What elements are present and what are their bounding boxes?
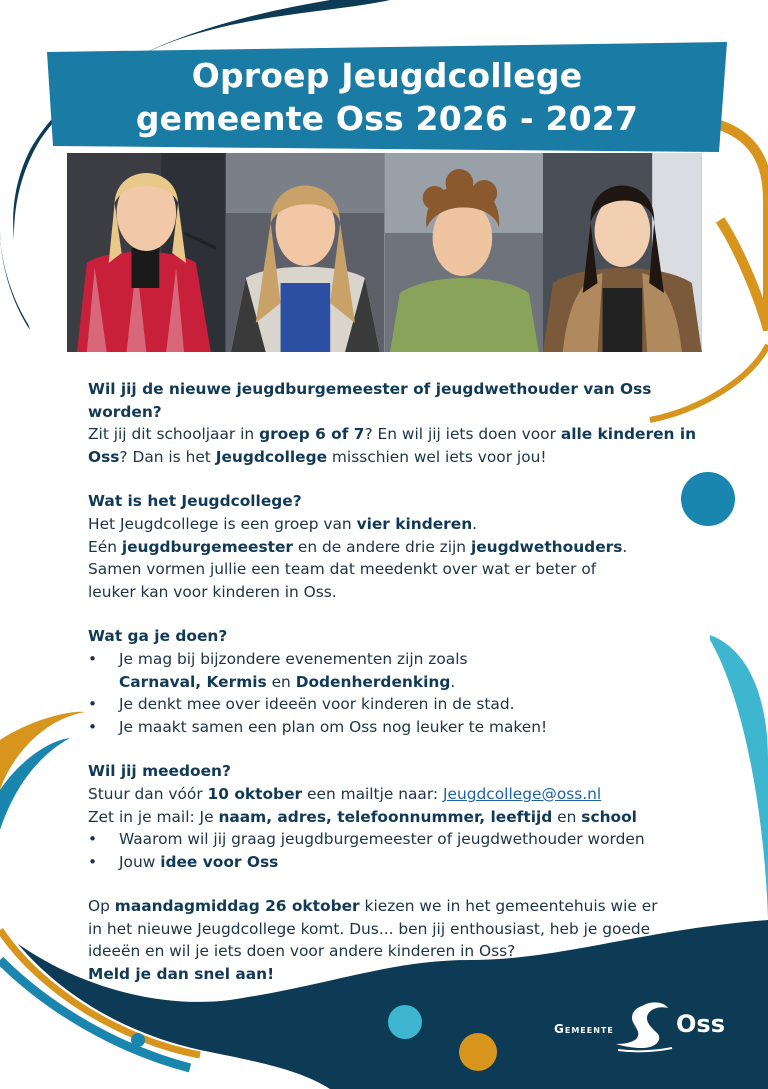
what-text: .: [622, 537, 628, 556]
logo-oss-text: Oss: [676, 1010, 725, 1038]
list-item: • Je denkt mee over ideeën voor kinderen in de stad.: [88, 693, 708, 716]
join-text: Stuur dan vóór: [88, 784, 208, 803]
join-bold: 10 oktober: [207, 784, 303, 803]
title-banner: [47, 42, 727, 152]
list-item: [88, 851, 708, 874]
join-text: een mailtje naar:: [302, 784, 443, 803]
right-teal-arc: [710, 635, 768, 920]
intro-text: Zit jij dit schooljaar in: [88, 425, 260, 444]
intro-text: misschien wel iets voor jou!: [327, 447, 547, 466]
join-item-bold: idee voor Oss: [160, 852, 279, 871]
photo-girl-red-jacket: [67, 153, 226, 352]
navy-dot-bottom: [131, 1033, 145, 1047]
join-bold: naam, adres, telefoonnummer, leeftijd: [218, 807, 553, 826]
join-text: en: [552, 807, 582, 826]
join-heading: Wil jij meedoen?: [88, 762, 231, 781]
photo-girl-fur-collar: [543, 153, 702, 352]
intro-bold: Jeugdcollege: [215, 447, 328, 466]
doing-item-text: Je mag bij bijzondere evenementen zijn zoals: [119, 649, 468, 668]
page-title: [47, 54, 727, 140]
what-text: Eén: [88, 537, 122, 556]
what-text: Samen vormen jullie een team dat meedenkt over wat er beter of leuker kan voor kinderen in Oss.: [88, 560, 597, 601]
title-line-1: Oproep Jeugdcollege: [191, 56, 583, 95]
intro-bold: alle kinderen in Oss: [88, 425, 697, 466]
logo-gemeente-text: Gemeente: [554, 1022, 614, 1036]
doing-item-bold: Carnaval, Kermis: [119, 672, 267, 691]
gemeente-oss-logo: [554, 1000, 734, 1055]
what-bold: jeugdburgemeester: [121, 537, 294, 556]
join-text: Zet in je mail: Je: [88, 807, 219, 826]
join-item-text: Jouw: [119, 852, 161, 871]
doing-list: [88, 648, 708, 738]
logo-swan-icon: [612, 1000, 676, 1055]
what-bold: jeugdwethouders: [470, 537, 623, 556]
closing-paragraph: [88, 895, 668, 985]
doing-item-text: .: [450, 672, 456, 691]
teal-dot-bottom: [388, 1005, 422, 1039]
intro-question: Wil jij de nieuwe jeugdburgemeester of jeugdwethouder van Oss worden?: [88, 380, 652, 421]
what-text: en de andere drie zijn: [293, 537, 471, 556]
list-item: • Waarom wil jij graag jeugdburgemeester of jeugdwethouder worden: [88, 828, 708, 851]
closing-bold: maandagmiddag 26 oktober: [114, 897, 360, 916]
doing-heading: Wat ga je doen?: [88, 627, 228, 646]
what-text: Het Jeugdcollege is een groep van: [88, 514, 357, 533]
join-list: [88, 828, 708, 873]
gold-dot-bottom: [459, 1033, 497, 1071]
doing-section: [88, 625, 708, 738]
doing-item-bold: Dodenherdenking: [295, 672, 451, 691]
what-bold: vier kinderen: [356, 514, 473, 533]
email-link[interactable]: Jeugdcollege@oss.nl: [443, 784, 602, 803]
list-item: [88, 648, 708, 693]
title-line-2: gemeente Oss 2026 - 2027: [135, 99, 639, 138]
closing-text: kiezen we in het gemeentehuis wie er in het nieuwe Jeugdcollege komt. Dus... ben jij enthousiast, heb je goede ideeën en wil je iets doen voor andere kinderen in Oss?: [88, 897, 658, 961]
closing-call-to-action: Meld je dan snel aan!: [88, 965, 275, 984]
closing-text: Op: [88, 897, 115, 916]
intro-bold: groep 6 of 7: [259, 425, 365, 444]
join-line-1: [88, 783, 708, 806]
join-line-2: [88, 806, 708, 829]
intro-paragraph: [88, 378, 708, 468]
photo-girl-blonde: [226, 153, 385, 352]
photo-strip: [67, 153, 702, 352]
list-item: • Je maakt samen een plan om Oss nog leuker te maken!: [88, 716, 708, 739]
what-section: [88, 490, 708, 603]
intro-text: ? En wil jij iets doen voor: [364, 425, 561, 444]
what-text: .: [472, 514, 478, 533]
join-section: [88, 760, 708, 873]
join-bold: school: [581, 807, 637, 826]
photo-boy-green-sweater: [385, 153, 544, 352]
doing-item-text: en: [266, 672, 296, 691]
main-content: [88, 378, 708, 986]
what-heading: Wat is het Jeugdcollege?: [88, 492, 302, 511]
intro-text: ? Dan is het: [119, 447, 216, 466]
